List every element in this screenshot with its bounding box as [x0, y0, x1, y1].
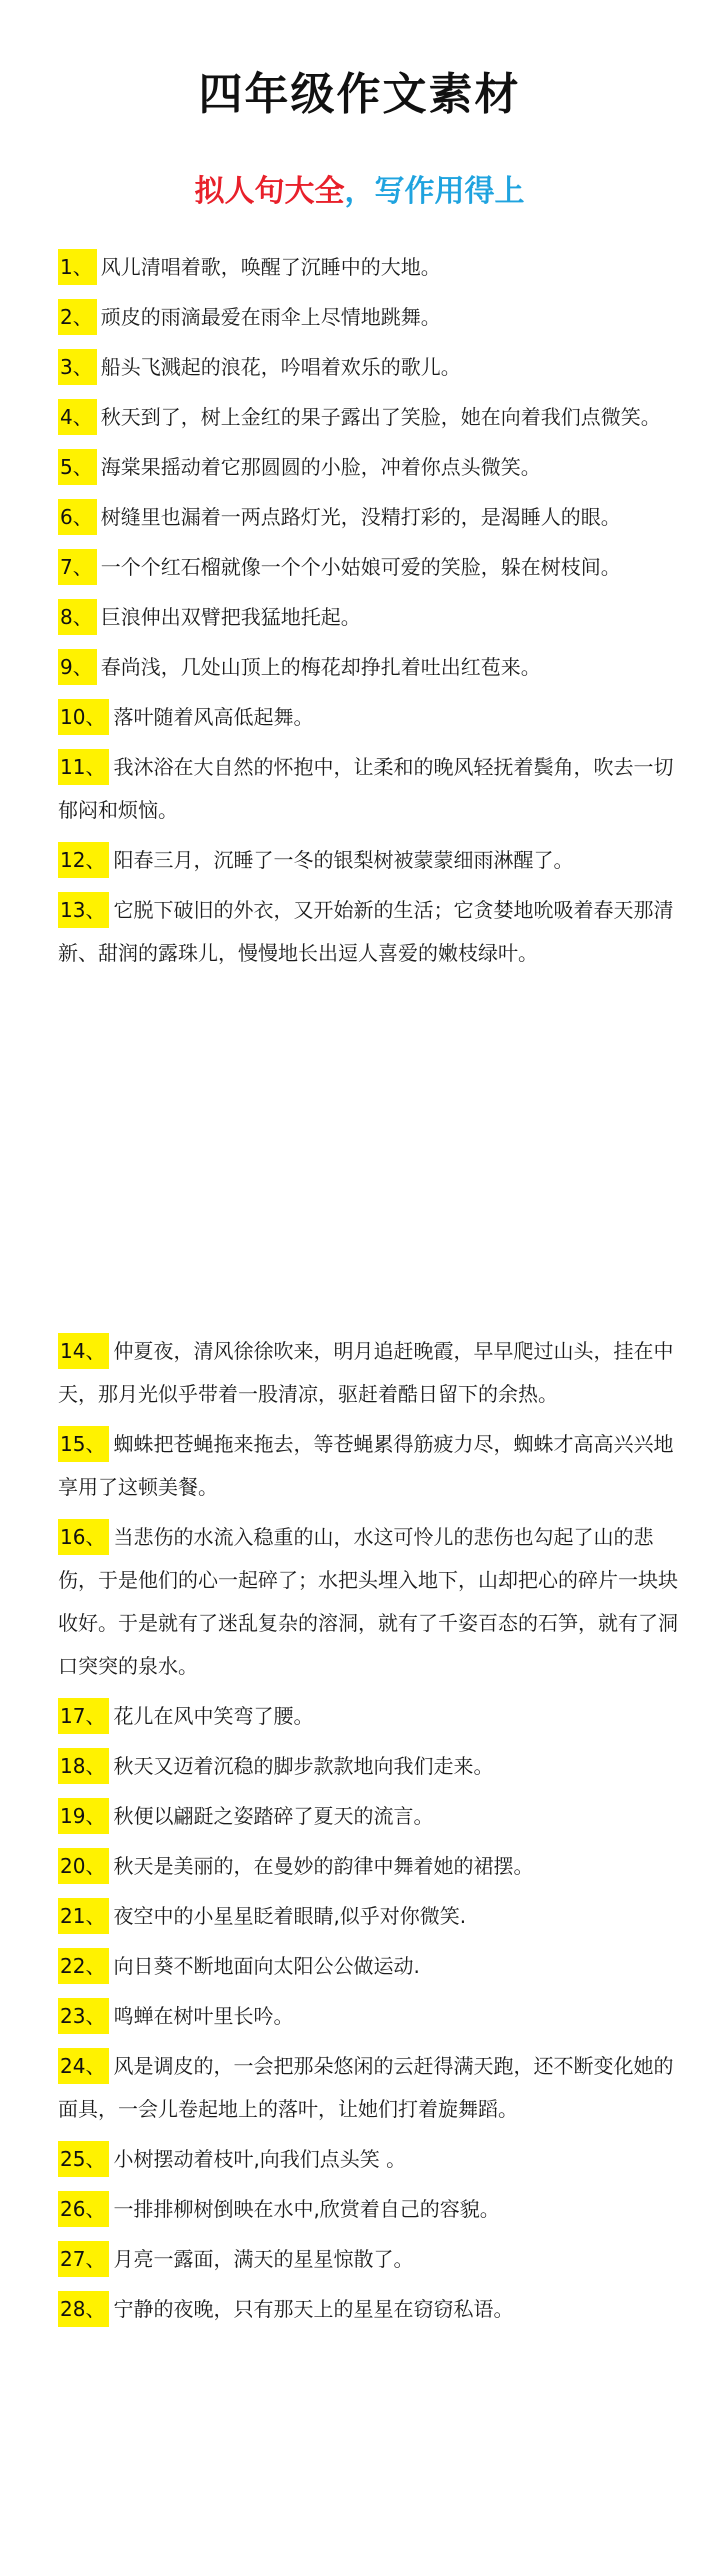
item-text: 落叶随着风高低起舞。	[113, 705, 314, 729]
item-number: 21、	[58, 1898, 109, 1934]
item-text: 小树摆动着枝叶,向我们点头笑 。	[113, 2147, 407, 2171]
item-number: 9、	[58, 649, 97, 685]
item-number: 17、	[58, 1698, 109, 1734]
item-number: 5、	[58, 449, 97, 485]
item-number: 6、	[58, 499, 97, 535]
item-text: 秋便以翩跹之姿踏碎了夏天的流言。	[113, 1804, 434, 1828]
item-number: 8、	[58, 599, 97, 635]
list-item	[58, 396, 680, 439]
item-number: 3、	[58, 349, 97, 385]
item-text: 阳春三月，沉睡了一冬的银梨树被蒙蒙细雨淋醒了。	[113, 848, 574, 872]
subtitle-red-part: 拟人句大全	[194, 174, 345, 209]
item-text: 蜘蛛把苍蝇拖来拖去，等苍蝇累得筋疲力尽，蜘蛛才高高兴兴地享用了这顿美餐。	[58, 1432, 674, 1499]
list-item	[58, 1423, 680, 1509]
list-item	[58, 2138, 680, 2181]
item-number: 10、	[58, 699, 109, 735]
item-text: 巨浪伸出双臂把我猛地托起。	[100, 605, 361, 629]
list-item	[58, 1995, 680, 2038]
list-item	[58, 839, 680, 882]
page-subtitle	[0, 166, 719, 210]
list-item	[58, 1330, 680, 1416]
item-text: 花儿在风中笑弯了腰。	[113, 1704, 314, 1728]
item-number: 20、	[58, 1848, 109, 1884]
item-text: 风是调皮的，一会把那朵悠闲的云赶得满天跑，还不断变化她的面具，一会儿卷起地上的落叶，让她们打着旋舞蹈。	[58, 2054, 674, 2121]
item-number: 22、	[58, 1948, 109, 1984]
item-text: 秋天是美丽的，在曼妙的韵律中舞着她的裙摆。	[113, 1854, 534, 1878]
list-item	[58, 446, 680, 489]
subtitle-blue-part: 写作用得上	[374, 174, 525, 209]
item-text: 当悲伤的水流入稳重的山，水这可怜儿的悲伤也勾起了山的悲伤，于是他们的心一起碎了；水把头埋入地下，山却把心的碎片一块块收好。于是就有了迷乱复杂的溶洞，就有了千姿百态的石笋，就有了洞口突突的泉水。	[58, 1525, 678, 1678]
item-number: 24、	[58, 2048, 109, 2084]
item-text: 船头飞溅起的浪花，吟唱着欢乐的歌儿。	[100, 355, 461, 379]
list-item	[58, 1895, 680, 1938]
item-number: 15、	[58, 1426, 109, 1462]
item-number: 26、	[58, 2191, 109, 2227]
subtitle-separator: ，	[344, 174, 375, 209]
item-number: 11、	[58, 749, 109, 785]
list-item	[58, 596, 680, 639]
item-text: 仲夏夜，清风徐徐吹来，明月追赶晚霞，早早爬过山头，挂在中天，那月光似乎带着一股清凉，驱赶着酷日留下的余热。	[58, 1339, 674, 1406]
item-number: 1、	[58, 249, 97, 285]
list-item	[58, 646, 680, 689]
item-number: 25、	[58, 2141, 109, 2177]
list-item	[58, 1845, 680, 1888]
list-item	[58, 1795, 680, 1838]
sentence-list-part-2	[58, 1330, 680, 2338]
item-number: 27、	[58, 2241, 109, 2277]
item-text: 海棠果摇动着它那圆圆的小脸，冲着你点头微笑。	[100, 455, 541, 479]
item-number: 14、	[58, 1333, 109, 1369]
list-item	[58, 2288, 680, 2331]
list-item	[58, 1695, 680, 1738]
list-item	[58, 296, 680, 339]
item-text: 宁静的夜晚，只有那天上的星星在窃窃私语。	[113, 2297, 514, 2321]
item-text: 夜空中的小星星眨着眼睛,似乎对你微笑.	[113, 1904, 467, 1928]
item-text: 月亮一露面，满天的星星惊散了。	[113, 2247, 414, 2271]
item-text: 顽皮的雨滴最爱在雨伞上尽情地跳舞。	[100, 305, 441, 329]
list-item	[58, 246, 680, 289]
list-item	[58, 546, 680, 589]
list-item	[58, 2238, 680, 2281]
item-text: 风儿清唱着歌，唤醒了沉睡中的大地。	[100, 255, 441, 279]
item-text: 春尚浅，几处山顶上的梅花却挣扎着吐出红苞来。	[100, 655, 541, 679]
list-item	[58, 2045, 680, 2131]
page-title: 四年级作文素材	[198, 69, 521, 120]
list-item	[58, 346, 680, 389]
list-item	[58, 746, 680, 832]
item-number: 16、	[58, 1519, 109, 1555]
list-item	[58, 889, 680, 975]
item-number: 19、	[58, 1798, 109, 1834]
item-text: 一个个红石榴就像一个个小姑娘可爱的笑脸，躲在树枝间。	[100, 555, 621, 579]
item-text: 鸣蝉在树叶里长吟。	[113, 2004, 294, 2028]
item-number: 12、	[58, 842, 109, 878]
item-number: 18、	[58, 1748, 109, 1784]
item-number: 13、	[58, 892, 109, 928]
list-item	[58, 496, 680, 539]
item-number: 23、	[58, 1998, 109, 2034]
item-number: 2、	[58, 299, 97, 335]
list-item	[58, 1516, 680, 1688]
item-text: 一排排柳树倒映在水中,欣赏着自己的容貌。	[113, 2197, 500, 2221]
item-text: 树缝里也漏着一两点路灯光，没精打彩的，是渴睡人的眼。	[100, 505, 621, 529]
item-text: 它脱下破旧的外衣，又开始新的生活；它贪婪地吮吸着春天那清新、甜润的露珠儿，慢慢地长出逗人喜爱的嫩枝绿叶。	[58, 898, 674, 965]
list-item	[58, 696, 680, 739]
sentence-list-part-1	[58, 246, 680, 982]
item-text: 秋天到了，树上金红的果子露出了笑脸，她在向着我们点微笑。	[100, 405, 661, 429]
list-item	[58, 2188, 680, 2231]
item-text: 向日葵不断地面向太阳公公做运动.	[113, 1954, 420, 1978]
item-text: 秋天又迈着沉稳的脚步款款地向我们走来。	[113, 1754, 494, 1778]
item-number: 4、	[58, 399, 97, 435]
item-number: 7、	[58, 549, 97, 585]
item-text: 我沐浴在大自然的怀抱中，让柔和的晚风轻抚着鬓角，吹去一切郁闷和烦恼。	[58, 755, 674, 822]
item-number: 28、	[58, 2291, 109, 2327]
list-item	[58, 1945, 680, 1988]
list-item	[58, 1745, 680, 1788]
